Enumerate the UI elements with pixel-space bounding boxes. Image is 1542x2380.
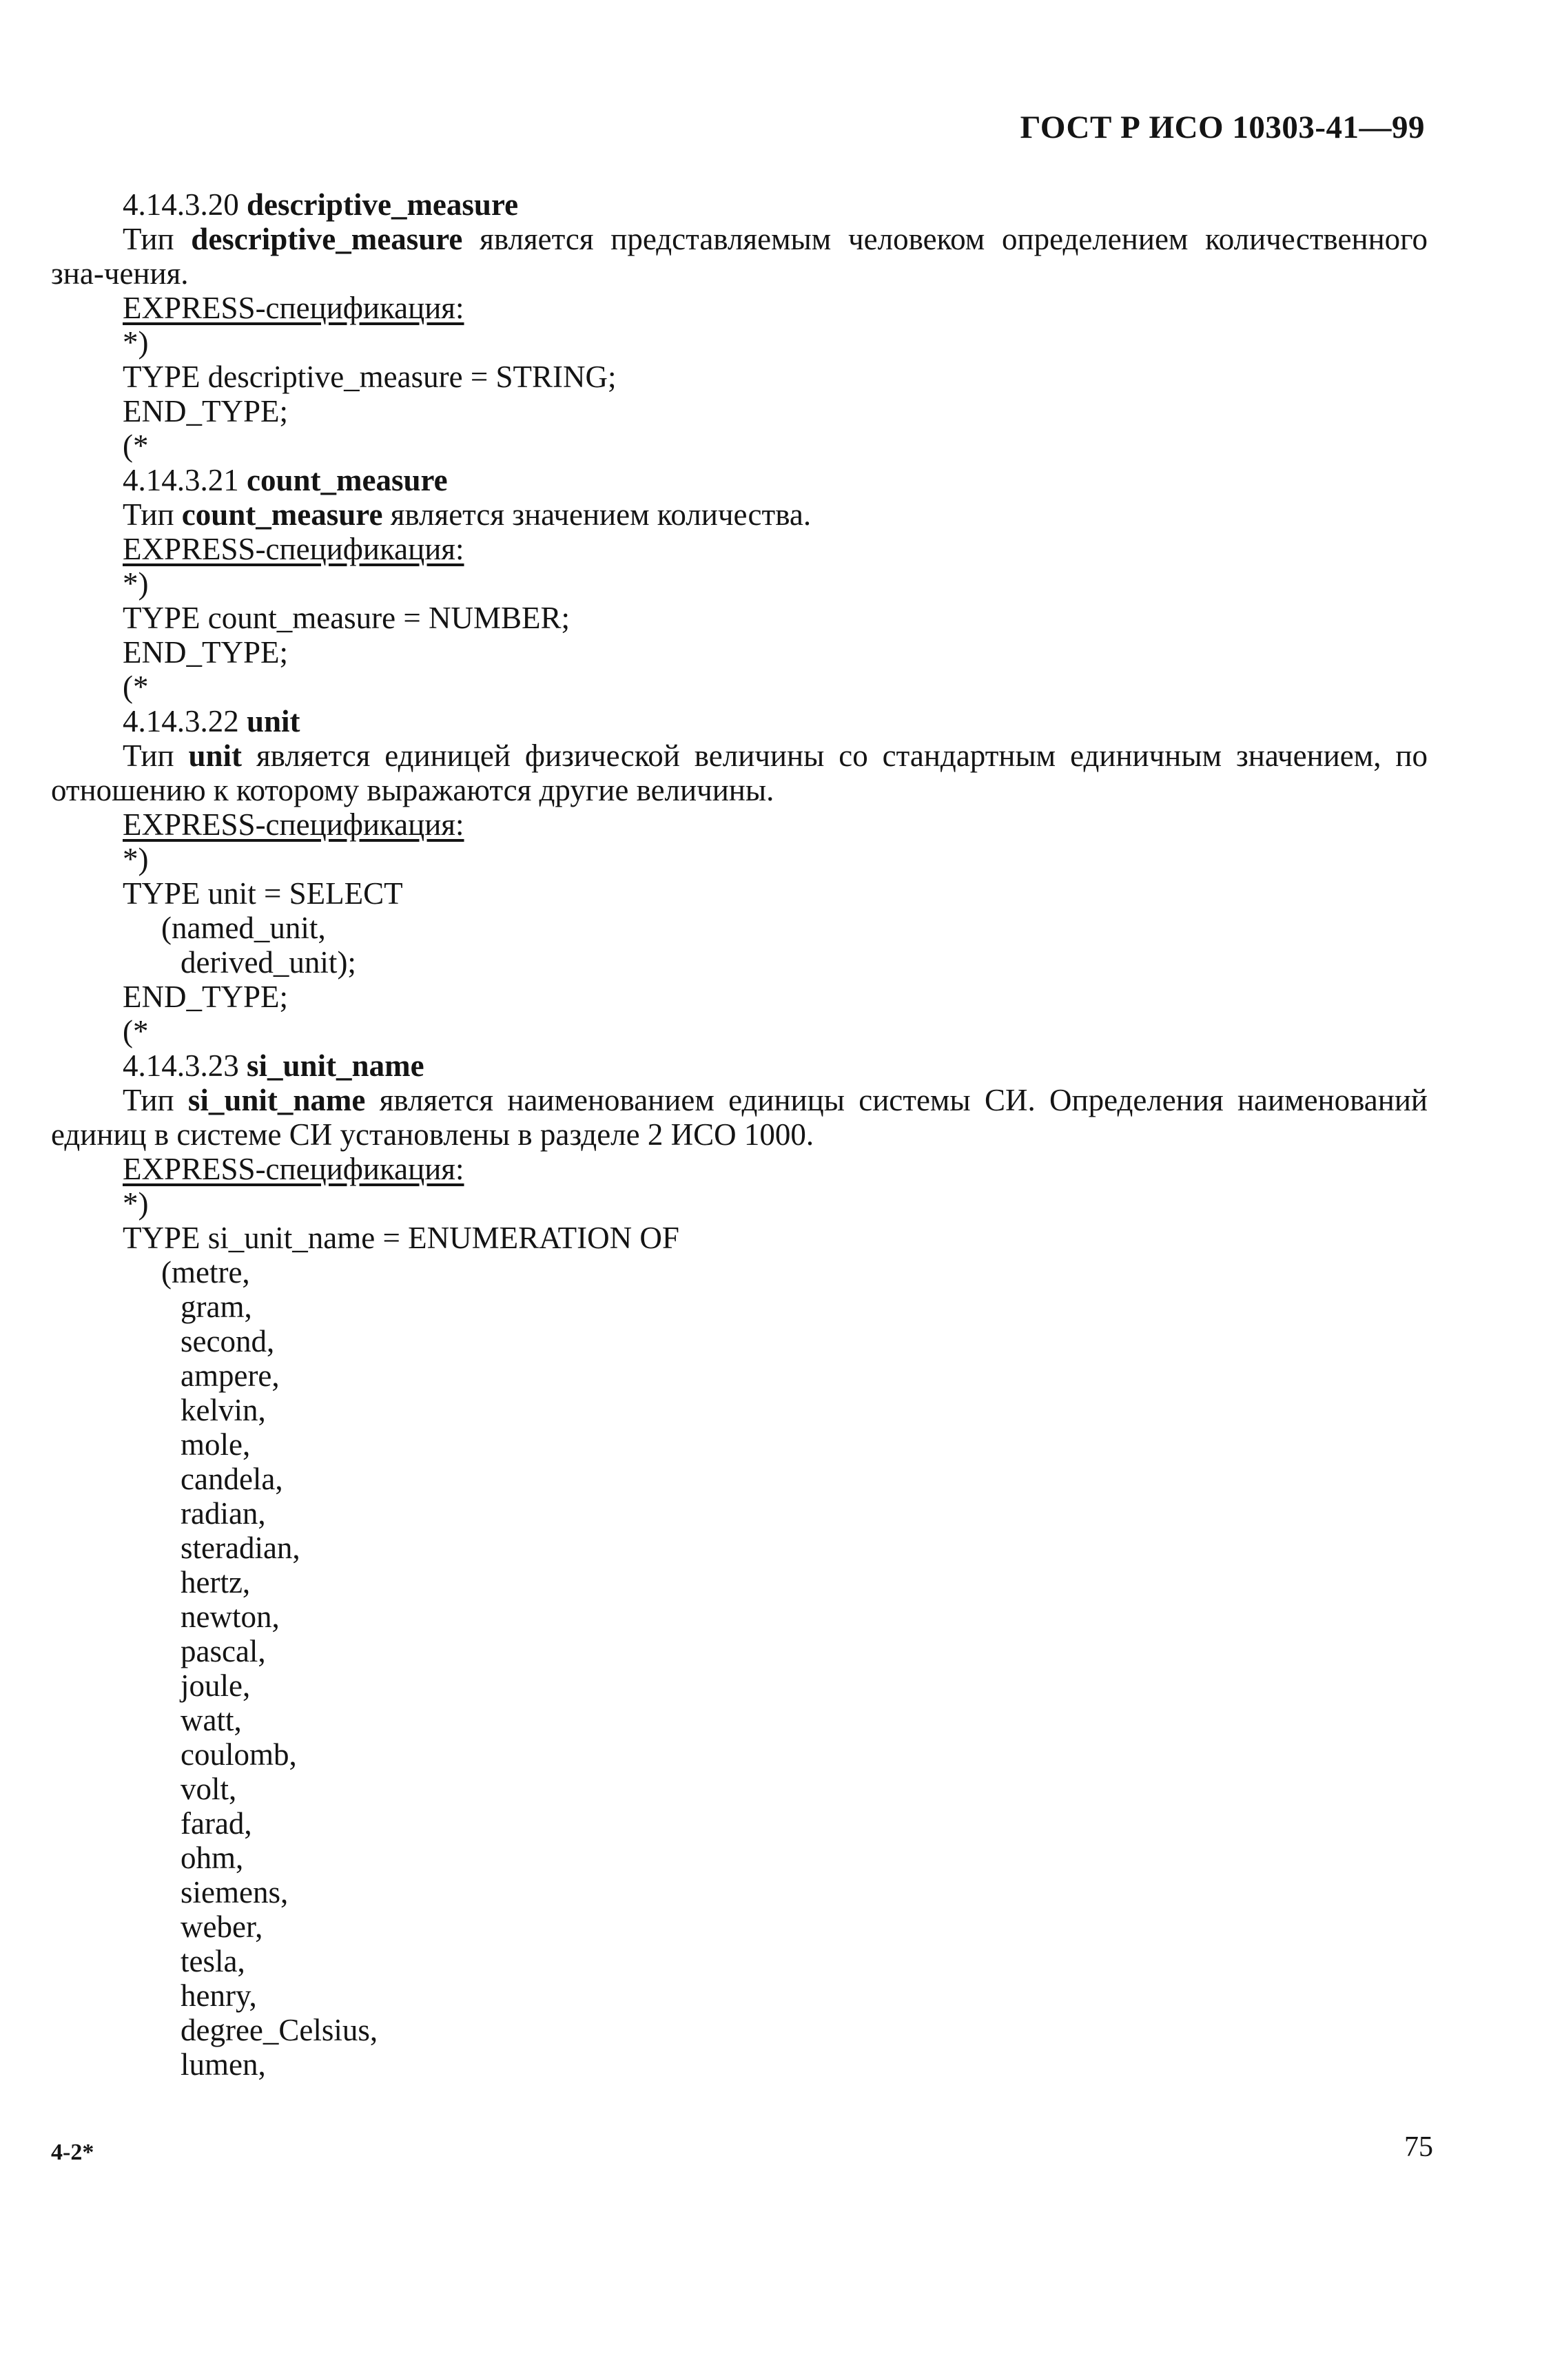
spec-label: EXPRESS-спецификация: bbox=[123, 291, 464, 325]
spec-label: EXPRESS-спецификация: bbox=[123, 1152, 464, 1186]
code-line: ampere, bbox=[181, 1358, 280, 1393]
section-description: Тип unit является единицей физической величины со стандартным единичным значением, по отношению к которому выражаются другие величины. bbox=[51, 738, 1428, 807]
code-line: (metre, bbox=[161, 1255, 250, 1290]
code-line: weber, bbox=[181, 1910, 263, 1944]
code-line: kelvin, bbox=[181, 1393, 266, 1427]
sheet-mark: 4-2* bbox=[51, 2140, 94, 2165]
code-line: *) bbox=[123, 566, 149, 601]
code-line: lumen, bbox=[181, 2047, 266, 2082]
code-line: *) bbox=[123, 325, 149, 360]
code-line: (* bbox=[123, 670, 149, 704]
code-line: derived_unit); bbox=[181, 945, 356, 980]
code-line: (* bbox=[123, 1014, 149, 1048]
section-title: si_unit_name bbox=[247, 1048, 424, 1083]
code-line: second, bbox=[181, 1324, 275, 1358]
section-number: 4.14.3.22 bbox=[123, 704, 239, 738]
code-line: farad, bbox=[181, 1806, 252, 1841]
code-line: degree_Celsius, bbox=[181, 2013, 378, 2047]
section-number: 4.14.3.20 bbox=[123, 187, 239, 222]
code-line: END_TYPE; bbox=[123, 635, 288, 670]
code-line: *) bbox=[123, 1186, 149, 1221]
section-description: Тип count_measure является значением количества. bbox=[123, 497, 812, 532]
code-line: (* bbox=[123, 428, 149, 463]
section-number: 4.14.3.21 bbox=[123, 463, 239, 497]
code-line: tesla, bbox=[181, 1944, 245, 1978]
code-line: joule, bbox=[181, 1668, 251, 1703]
code-line: volt, bbox=[181, 1772, 237, 1806]
code-line: pascal, bbox=[181, 1634, 266, 1668]
section-heading bbox=[51, 704, 1428, 738]
section-title: unit bbox=[247, 704, 300, 738]
code-line: coulomb, bbox=[181, 1737, 297, 1772]
section-description: Тип descriptive_measure является представляемым человеком определением количественного зна-чения. bbox=[51, 222, 1428, 291]
code-line: gram, bbox=[181, 1290, 252, 1324]
code-line: *) bbox=[123, 842, 149, 876]
code-line: ohm, bbox=[181, 1841, 244, 1875]
code-line: TYPE unit = SELECT bbox=[123, 876, 403, 911]
code-line: siemens, bbox=[181, 1875, 289, 1910]
code-line: mole, bbox=[181, 1427, 251, 1462]
code-line: (named_unit, bbox=[161, 911, 326, 945]
section-heading bbox=[51, 1048, 1428, 1083]
code-line: hertz, bbox=[181, 1565, 251, 1600]
code-line: TYPE count_measure = NUMBER; bbox=[123, 601, 570, 635]
code-line: newton, bbox=[181, 1600, 280, 1634]
code-line: radian, bbox=[181, 1496, 266, 1531]
section-title: count_measure bbox=[247, 463, 448, 497]
code-line: candela, bbox=[181, 1462, 283, 1496]
code-line: END_TYPE; bbox=[123, 394, 288, 428]
code-line: watt, bbox=[181, 1703, 242, 1737]
page-header: ГОСТ Р ИСО 10303-41—99 bbox=[1020, 110, 1425, 145]
code-line: TYPE si_unit_name = ENUMERATION OF bbox=[123, 1221, 679, 1255]
section-number: 4.14.3.23 bbox=[123, 1048, 239, 1083]
page-number: 75 bbox=[1404, 2131, 1433, 2163]
spec-label: EXPRESS-спецификация: bbox=[123, 807, 464, 842]
code-line: henry, bbox=[181, 1978, 257, 2013]
section-description: Тип si_unit_name является наименованием единицы системы СИ. Определения наименований единиц в системе СИ установлены в разделе 2 ИСО 1000. bbox=[51, 1083, 1428, 1152]
code-line: steradian, bbox=[181, 1531, 300, 1565]
section-title: descriptive_measure bbox=[247, 187, 519, 222]
code-line: TYPE descriptive_measure = STRING; bbox=[123, 360, 617, 394]
spec-label: EXPRESS-спецификация: bbox=[123, 532, 464, 566]
code-line: END_TYPE; bbox=[123, 980, 288, 1014]
section-heading bbox=[51, 187, 1428, 222]
document-body bbox=[51, 187, 1428, 2082]
section-heading bbox=[51, 463, 1428, 497]
